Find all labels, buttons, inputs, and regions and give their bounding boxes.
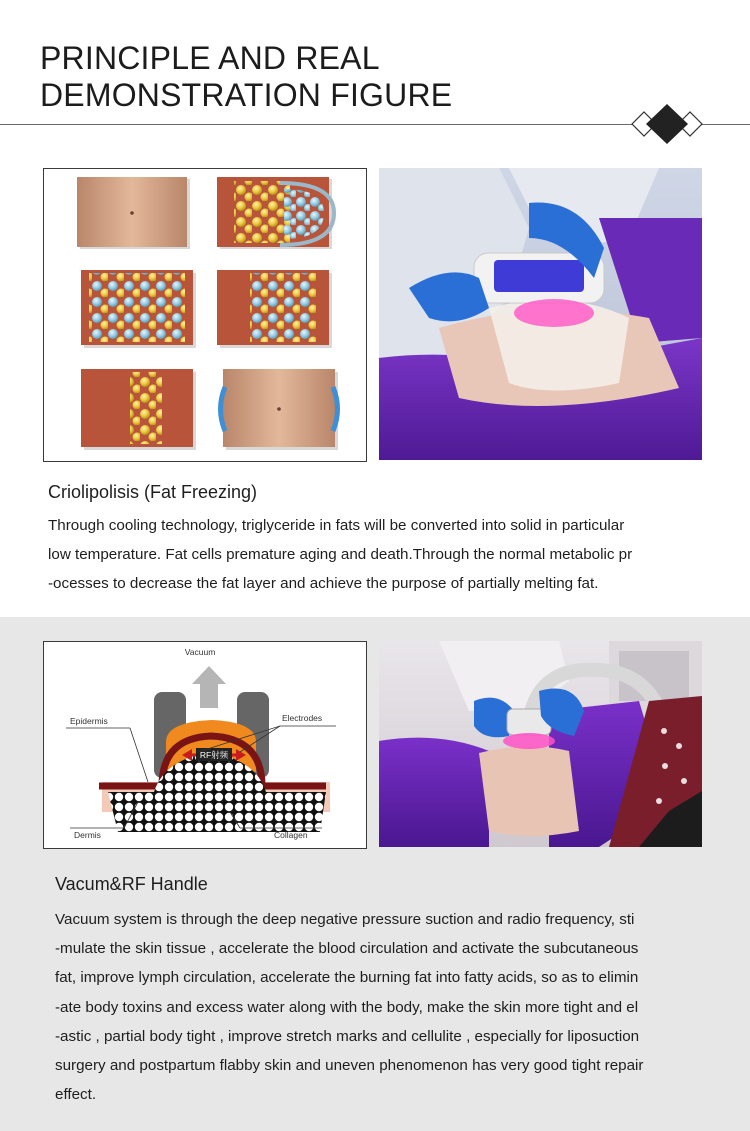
description-line: low temperature. Fat cells premature aging and death.Through the normal metabolic pr [48,546,633,564]
description-line: effect. [55,1086,97,1104]
description-line: -astic , partial body tight , improve stretch marks and cellulite , especially for liposuction [55,1027,640,1045]
vacuum-rf-section [0,617,750,1131]
vacuum-rf-title: Vacum&RF Handle [55,874,208,894]
fat-freezing-title: Criolipolisis (Fat Freezing) [48,482,258,502]
description-line: -mulate the skin tissue , accelerate the blood circulation and activate the subcutaneous [55,940,639,958]
vacuum-rf-treatment-photo [379,641,702,847]
title-line-2: DEMONSTRATION FIGURE [40,77,453,113]
diamond-ornament-icon [630,103,704,145]
description-line: fat, improve lymph circulation, accelerate the burning fat into fatty acids, so as to elimin [55,969,639,987]
collagen-label: Collagen [274,830,308,840]
description-line: surgery and postpartum flabby skin and uneven phenomenon has very good tight repair [55,1057,644,1075]
description-line: -ate body toxins and excess water along with the body, make the skin more tight and el [55,998,639,1016]
dermis-label: Dermis [74,830,101,840]
description-line: -ocesses to decrease the fat layer and achieve the purpose of partially melting fat. [48,575,599,593]
fat-freezing-diagram [43,168,367,462]
title-line-1: PRINCIPLE AND REAL [40,40,380,76]
fat-freezing-section [0,150,750,615]
vacuum-rf-description [55,905,643,1109]
vacuum-label: Vacuum [184,647,216,657]
vacuum-rf-diagram [43,641,367,849]
rf-label: RF射频 [199,750,229,760]
description-line: Through cooling technology, triglyceride in fats will be converted into solid in particular [48,517,625,534]
epidermis-label: Epidermis [70,716,108,726]
electrodes-label: Electrodes [282,713,323,723]
fat-freezing-description [48,511,632,599]
fat-freezing-treatment-photo [379,168,702,460]
description-line: Vacuum system is through the deep negative pressure suction and radio frequency, sti [55,911,635,928]
page-title [40,40,452,114]
